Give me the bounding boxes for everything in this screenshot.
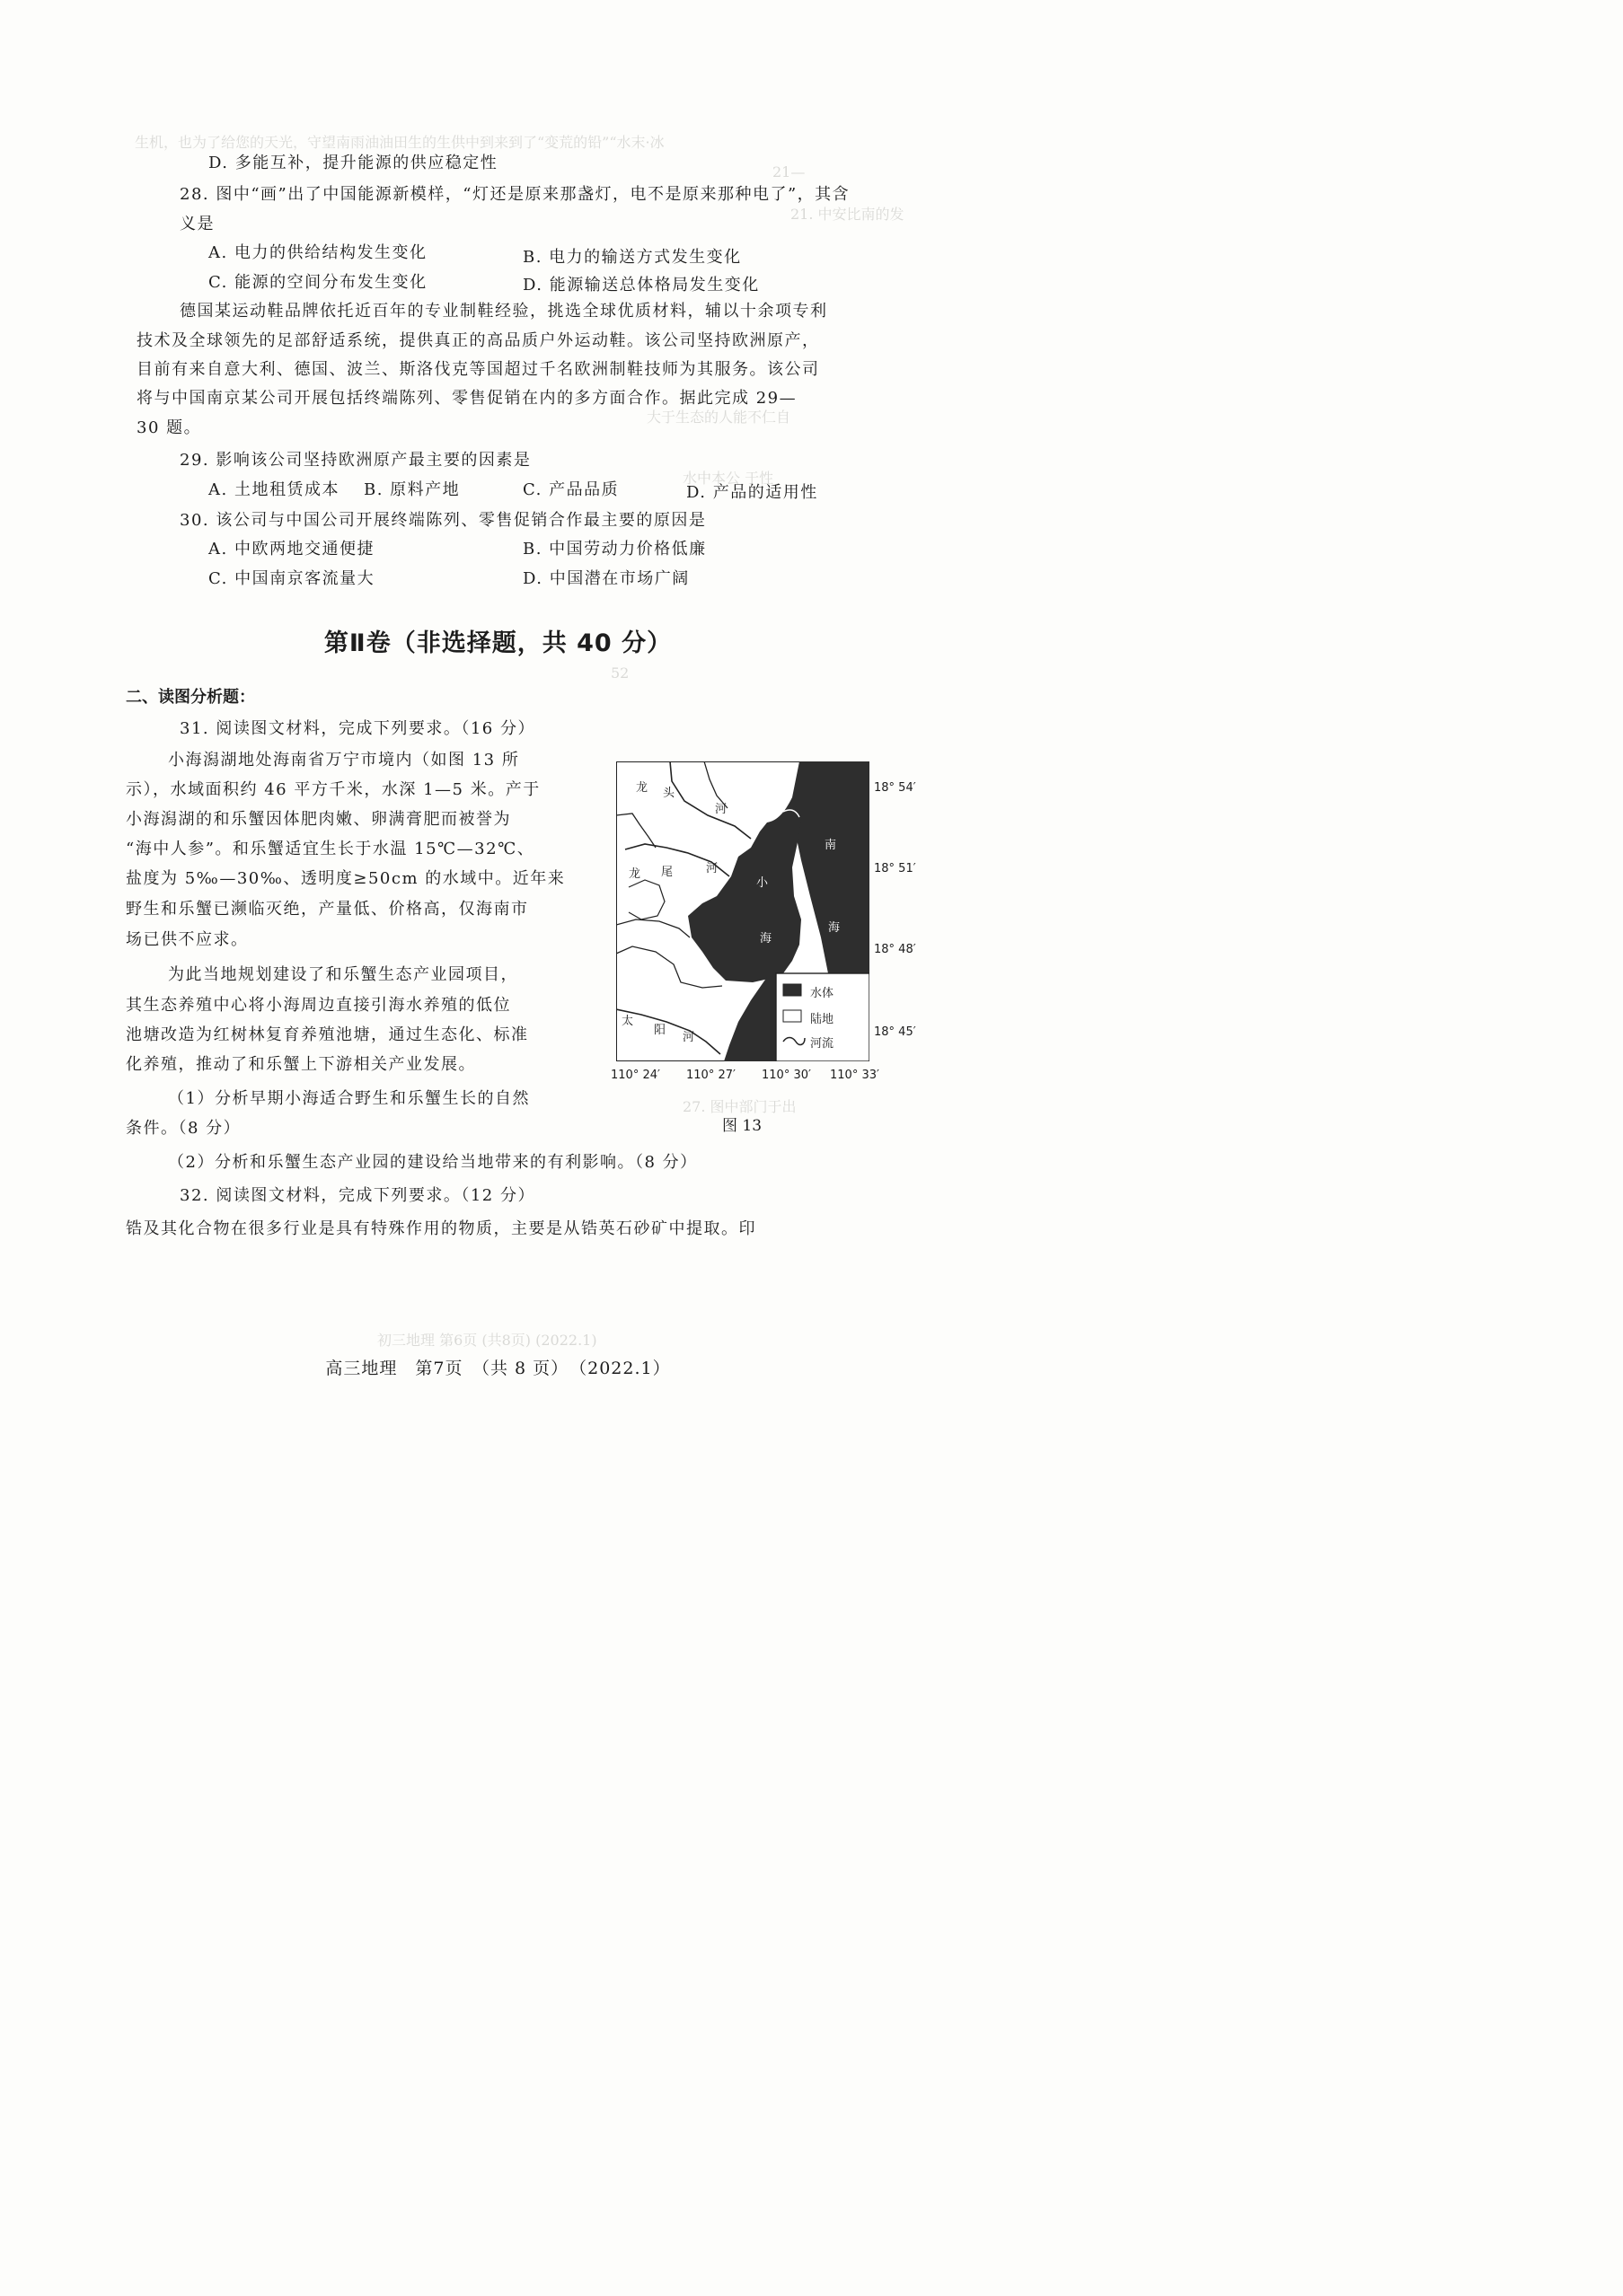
q30-option-b: B. 中国劳动力价格低廉	[523, 540, 707, 559]
q31-para1-line: 示），水域面积约 46 平方千米，水深 1—5 米。产于	[126, 780, 541, 799]
legend-land-swatch	[783, 1010, 801, 1022]
passage-line: 技术及全球领先的足部舒适系统，提供真正的高品质户外运动鞋。该公司坚持欧洲原产，	[137, 331, 820, 350]
label-nanhai-2: 海	[828, 921, 841, 935]
q30-option-a: A. 中欧两地交通便捷	[208, 540, 375, 559]
lon-label: 110° 30′	[762, 1069, 811, 1082]
q29-stem: 29. 影响该公司坚持欧洲原产最主要的因素是	[180, 451, 532, 470]
q32-stem: 32. 阅读图文材料，完成下列要求。（12 分）	[180, 1186, 535, 1205]
q31-para2-line: 化养殖，推动了和乐蟹上下游相关产业发展。	[126, 1055, 476, 1074]
label-longtou-2: 头	[663, 787, 675, 800]
legend-water-label: 水体	[810, 987, 834, 1000]
q28-option-a: A. 电力的供给结构发生变化	[208, 243, 428, 262]
q31-sub1-cont: 条件。（8 分）	[126, 1119, 242, 1138]
q28-stem-cont: 义是	[180, 215, 215, 233]
q31-para2-line: 为此当地规划建设了和乐蟹生态产业园项目，	[168, 965, 518, 984]
lon-label: 110° 24′	[611, 1069, 660, 1082]
q31-para1-line: 小海潟湖地处海南省万宁市境内（如图 13 所	[168, 751, 520, 770]
passage-line: 目前有来自意大利、德国、波兰、斯洛伐克等国超过千名欧洲制鞋技师为其服务。该公司	[137, 360, 820, 379]
q29-option-d: D. 产品的适用性	[686, 483, 818, 502]
lat-label: 18° 51′	[874, 862, 916, 875]
label-longwei-2: 尾	[661, 866, 674, 879]
q31-para1-line: “海中人参”。和乐蟹适宜生长于水温 15℃—32℃、	[126, 840, 535, 858]
q31-sub1: （1）分析早期小海适合野生和乐蟹生长的自然	[168, 1089, 530, 1108]
q32-line: 锆及其化合物在很多行业是具有特殊作用的物质，主要是从锆英石砂矿中提取。印	[126, 1219, 756, 1238]
exam-page: 生机，也为了给您的天光，守望南雨油油田生的生供中到来到了“变荒的铅”“水末·冰 21— 21. 中安比南的发 大于生态的人能不仁自 水中本公 于性 52 27. 图中部门于出 初三地理 第6页 (共8页) (2022.1) D. 多能互补，提升能源的供应稳定性 28. 图中“画”出了中国能源新模样，“灯还是原来那盏灯，电不是原来那种电了”，其含 义是 A. 电力的供给结构发生变化 B. 电力的输送方式发生变化 C. 能源的空间分布发生变化 D. 能源输送总体格局发生变化 德国某运动鞋品牌依托近百年的专业制鞋经验，挑选全球优质材料，辅以十余项专利 技术及全球领先的足部舒适系统，提供真正的高品质户外运动鞋。该公司坚持欧洲原产， 目前有来自意大利、德国、波兰、斯洛伐克等国超过千名欧洲制鞋技师为其服务。该公司 将与中国南京某公司开展包括终端陈列、零售促销在内的多方面合作。据此完成 29— 30 题。 29. 影响该公司坚持欧洲原产最主要的因素是 A. 土地租赁成本 B. 原料产地 C. 产品品质 D. 产品的适用性 30. 该公司与中国公司开展终端陈列、零售促销合作最主要的原因是 A. 中欧两地交通便捷 B. 中国劳动力价格低廉 C. 中国南京客流量大 D. 中国潜在市场广阔 第Ⅱ卷（非选择题，共 40 分） 二、读图分析题： 31. 阅读图文材料，完成下列要求。（16 分） 小海潟湖地处海南省万宁市境内（如图 13 所 示），水域面积约 46 平方千米，水深 1—5 米。产于 小海潟湖的和乐蟹因体肥肉嫩、卵满膏肥而被誉为 “海中人参”。和乐蟹适宜生长于水温 15℃—32℃、 盐度为 5‰—30‰、透明度≥50cm 的水域中。近年来 野生和乐蟹已濒临灭绝，产量低、价格高，仅海南市 场已供不应求。 为此当地规划建设了和乐蟹生态产业园项目， 其生态养殖中心将小海周边直接引海水养殖的低位 池塘改造为红树林复育养殖池塘，通过生态化、标准 化养殖，推动了和乐蟹上下游相关产业发展。 （1）分析早期小海适合野生和乐蟹生长的自然 条件。（8 分） （2）分析和乐蟹生态产业园的建设给当地带来的有利影响。（8 分） 32. 阅读图文材料，完成下列要求。（12 分） 锆及其化合物在很多行业是具有特殊作用的物质，主要是从锆英石砂矿中提取。印 龙 头 河 龙 尾 河 小 海 南 海 太 阳 河 水体 陆地 河流 18° 54′ 18° 51′ 18° 48′ 18° 45′ 110° 24′ 110° 27′ 110° 30′ 110° 33′ 图 13 高三地理 第7页 （共 8 页） （2022.1）	[0, 0, 996, 1409]
q31-sub2: （2）分析和乐蟹生态产业园的建设给当地带来的有利影响。（8 分）	[168, 1153, 698, 1172]
label-taiyang-2: 阳	[654, 1024, 666, 1037]
q31-para2-line: 池塘改造为红树林复育养殖池塘，通过生态化、标准	[126, 1025, 529, 1044]
lat-label: 18° 48′	[874, 943, 916, 956]
label-xiaohai-1: 小	[756, 876, 769, 890]
figure-caption: 图 13	[722, 1117, 763, 1135]
label-xiaohai-2: 海	[760, 932, 772, 946]
q29-option-a: A. 土地租赁成本	[208, 480, 340, 499]
q28-option-c: C. 能源的空间分布发生变化	[208, 273, 428, 292]
lon-label: 110° 27′	[686, 1069, 736, 1082]
label-taiyang-3: 河	[683, 1031, 695, 1044]
q30-stem: 30. 该公司与中国公司开展终端陈列、零售促销合作最主要的原因是	[180, 511, 707, 530]
label-longwei-3: 河	[706, 862, 719, 875]
lon-label: 110° 33′	[830, 1069, 879, 1082]
q31-para1-line: 盐度为 5‰—30‰、透明度≥50cm 的水域中。近年来	[126, 869, 566, 888]
passage-line: 将与中国南京某公司开展包括终端陈列、零售促销在内的多方面合作。据此完成 29—	[137, 389, 798, 408]
q27-option-d: D. 多能互补，提升能源的供应稳定性	[208, 154, 498, 172]
q31-stem: 31. 阅读图文材料，完成下列要求。（16 分）	[180, 719, 535, 738]
legend-river-label: 河流	[810, 1037, 834, 1051]
passage-line: 德国某运动鞋品牌依托近百年的专业制鞋经验，挑选全球优质材料，辅以十余项专利	[180, 302, 828, 321]
q29-option-c: C. 产品品质	[523, 480, 620, 499]
legend-water-swatch	[783, 984, 801, 996]
label-longwei-1: 龙	[629, 867, 641, 881]
q28-option-b: B. 电力的输送方式发生变化	[523, 248, 742, 267]
q28-stem: 28. 图中“画”出了中国能源新模样，“灯还是原来那盏灯，电不是原来那种电了”，其含	[180, 185, 851, 204]
page-footer: 高三地理 第7页 （共 8 页） （2022.1）	[325, 1359, 671, 1378]
q30-option-d: D. 中国潜在市场广阔	[523, 569, 690, 588]
q31-para1-line: 小海潟湖的和乐蟹因体肥肉嫩、卵满膏肥而被誉为	[126, 810, 511, 829]
q31-para2-line: 其生态养殖中心将小海周边直接引海水养殖的低位	[126, 996, 511, 1015]
label-taiyang-1: 太	[622, 1015, 634, 1028]
part-heading: 二、读图分析题：	[126, 688, 255, 707]
label-longtou-1: 龙	[636, 781, 648, 795]
q29-option-b: B. 原料产地	[364, 480, 461, 499]
lat-label: 18° 54′	[874, 781, 916, 795]
lat-label: 18° 45′	[874, 1025, 916, 1039]
legend-land-label: 陆地	[810, 1013, 834, 1026]
passage-line: 30 题。	[137, 418, 202, 437]
q30-option-c: C. 中国南京客流量大	[208, 569, 375, 588]
figure-13-map	[616, 761, 869, 1061]
label-nanhai-1: 南	[825, 839, 837, 852]
q28-option-d: D. 能源输送总体格局发生变化	[523, 276, 760, 295]
label-longtou-3: 河	[715, 803, 728, 816]
q31-para1-line: 场已供不应求。	[126, 930, 249, 949]
section-title: 第Ⅱ卷（非选择题，共 40 分）	[323, 629, 673, 657]
q31-para1-line: 野生和乐蟹已濒临灭绝，产量低、价格高，仅海南市	[126, 900, 529, 919]
